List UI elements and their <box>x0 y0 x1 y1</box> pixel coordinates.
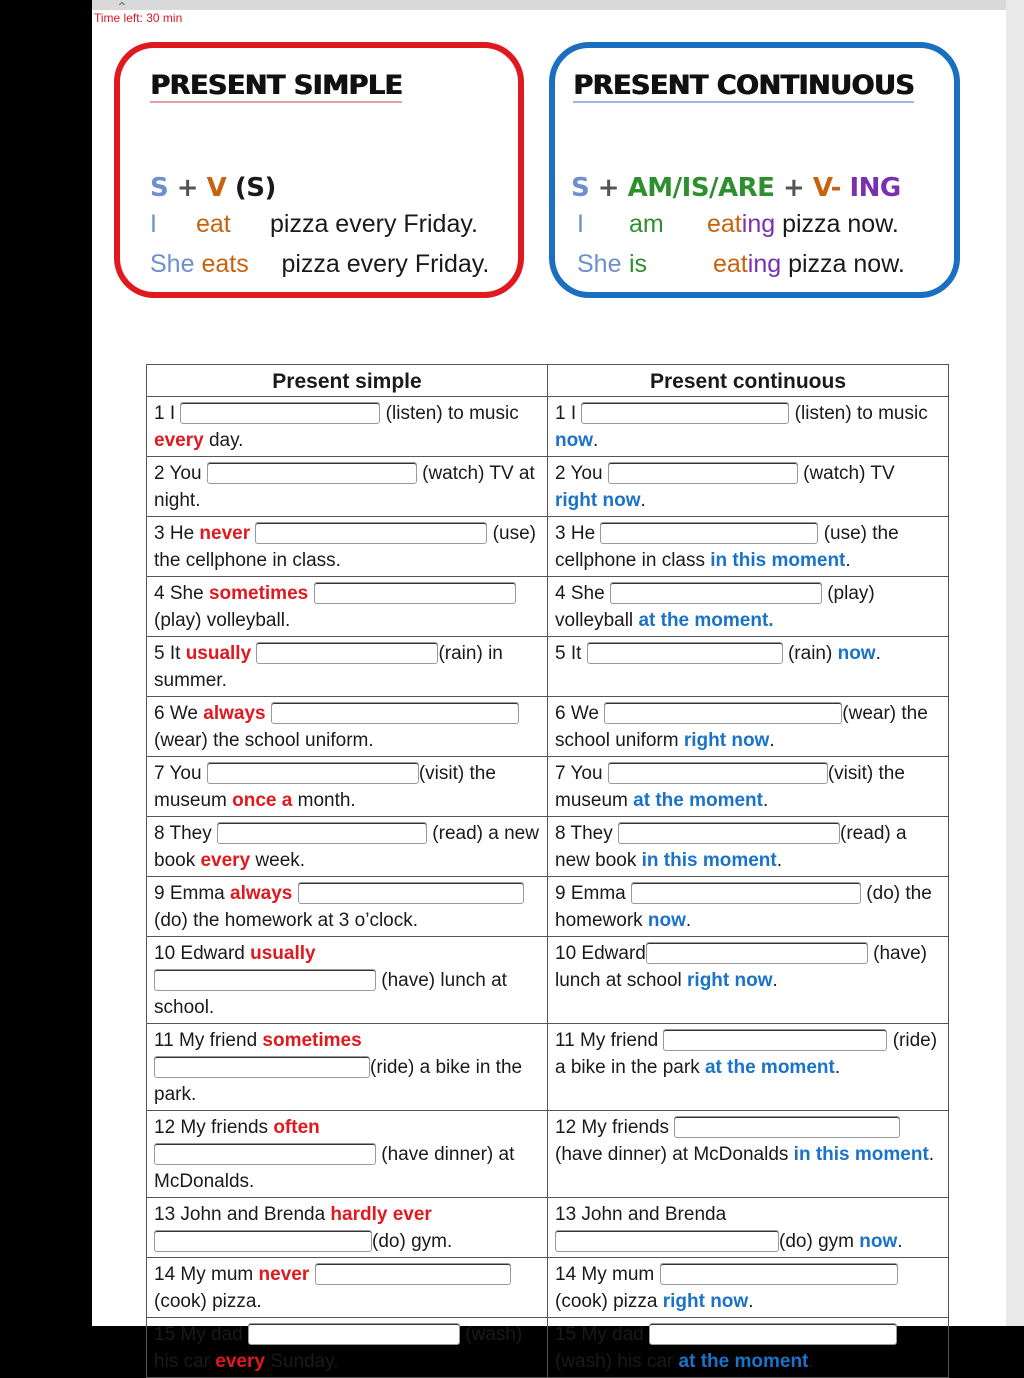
table-row <box>147 577 949 637</box>
answer-input[interactable] <box>271 702 519 724</box>
table-row <box>147 877 949 937</box>
answer-input[interactable] <box>663 1029 887 1051</box>
answer-input[interactable] <box>608 762 828 784</box>
top-scrollbar[interactable] <box>92 0 1006 10</box>
header-present-simple: Present simple <box>147 365 548 397</box>
simple-cell: 14 My mum never (cook) pizza. <box>147 1258 548 1318</box>
formula-verb: V <box>206 173 227 203</box>
simple-cell: 15 My dad (wash) his car every Sunday. <box>147 1318 548 1378</box>
table-row <box>147 757 949 817</box>
answer-input[interactable] <box>604 702 842 724</box>
formula-plus: + <box>176 173 199 203</box>
table-row <box>147 697 949 757</box>
present-simple-formula <box>150 173 276 203</box>
continuous-cell: 12 My friends (have dinner) at McDonalds in this moment. <box>548 1111 949 1198</box>
simple-cell: 1 I (listen) to music every day. <box>147 397 548 457</box>
worksheet-page <box>92 0 1006 1372</box>
answer-input[interactable] <box>154 1143 376 1165</box>
table-header-row <box>147 365 949 397</box>
table-row <box>147 637 949 697</box>
simple-cell: 4 She sometimes (play) volleyball. <box>147 577 548 637</box>
simple-cell: 2 You (watch) TV at night. <box>147 457 548 517</box>
answer-input[interactable] <box>207 762 419 784</box>
answer-input[interactable] <box>154 969 376 991</box>
simple-cell: 12 My friends often (have dinner) at McDonalds. <box>147 1111 548 1198</box>
present-simple-box <box>114 42 524 298</box>
continuous-cell: 1 I (listen) to music now. <box>548 397 949 457</box>
answer-input[interactable] <box>631 882 861 904</box>
simple-cell: 9 Emma always (do) the homework at 3 o’clock. <box>147 877 548 937</box>
continuous-cell: 9 Emma (do) the homework now. <box>548 877 949 937</box>
answer-input[interactable] <box>217 822 427 844</box>
answer-input[interactable] <box>660 1263 898 1285</box>
continuous-cell: 5 It (rain) now. <box>548 637 949 697</box>
continuous-cell: 14 My mum (cook) pizza right now. <box>548 1258 949 1318</box>
formula-s-ending: (S) <box>234 173 276 203</box>
simple-cell: 3 He never (use) the cellphone in class. <box>147 517 548 577</box>
present-continuous-formula: S + AM/IS/ARE + V- ING <box>571 173 901 203</box>
continuous-cell: 7 You (visit) the museum at the moment. <box>548 757 949 817</box>
continuous-cell: 15 My dad (wash) his car at the moment. <box>548 1318 949 1378</box>
answer-input[interactable] <box>315 1263 511 1285</box>
continuous-cell: 11 My friend (ride) a bike in the park at the moment. <box>548 1024 949 1111</box>
answer-input[interactable] <box>298 882 524 904</box>
table-row <box>147 817 949 877</box>
exercise-table <box>146 364 949 1378</box>
answer-input[interactable] <box>154 1230 372 1252</box>
table-row <box>147 457 949 517</box>
simple-cell: 5 It usually (rain) in summer. <box>147 637 548 697</box>
simple-cell: 7 You (visit) the museum once a month. <box>147 757 548 817</box>
simple-cell: 11 My friend sometimes (ride) a bike in the park. <box>147 1024 548 1111</box>
answer-input[interactable] <box>314 582 516 604</box>
header-present-continuous: Present continuous <box>548 365 949 397</box>
simple-cell: 13 John and Brenda hardly ever (do) gym. <box>147 1198 548 1258</box>
simple-cell: 10 Edward usually (have) lunch at school. <box>147 937 548 1024</box>
continuous-cell: 10 Edward (have) lunch at school right now. <box>548 937 949 1024</box>
table-row <box>147 1198 949 1258</box>
example-2: She is eating pizza now. <box>577 250 905 278</box>
answer-input[interactable] <box>610 582 822 604</box>
answer-input[interactable] <box>180 402 380 424</box>
continuous-cell: 13 John and Brenda (do) gym now. <box>548 1198 949 1258</box>
table-row <box>147 937 949 1024</box>
answer-input[interactable] <box>674 1116 900 1138</box>
answer-input[interactable] <box>646 942 868 964</box>
answer-input[interactable] <box>207 462 417 484</box>
answer-input[interactable] <box>256 642 438 664</box>
table-row <box>147 1024 949 1111</box>
table-row <box>147 517 949 577</box>
present-simple-title: PRESENT SIMPLE <box>150 70 403 101</box>
answer-input[interactable] <box>608 462 798 484</box>
simple-cell: 8 They (read) a new book every week. <box>147 817 548 877</box>
example-1: I eat pizza every Friday. <box>150 210 478 238</box>
answer-input[interactable] <box>649 1323 897 1345</box>
right-scroll-strip[interactable] <box>1006 0 1024 1326</box>
table-row <box>147 1258 949 1318</box>
answer-input[interactable] <box>581 402 789 424</box>
table-row <box>147 397 949 457</box>
answer-input[interactable] <box>255 522 487 544</box>
formula-subject: S <box>150 173 169 203</box>
continuous-cell: 4 She (play) volleyball at the moment. <box>548 577 949 637</box>
simple-cell: 6 We always (wear) the school uniform. <box>147 697 548 757</box>
continuous-cell: 2 You (watch) TV right now. <box>548 457 949 517</box>
continuous-cell: 8 They (read) a new book in this moment. <box>548 817 949 877</box>
time-left-label: Time left: 30 min <box>94 11 183 25</box>
answer-input[interactable] <box>555 1230 779 1252</box>
answer-input[interactable] <box>154 1056 370 1078</box>
example-1: I am eating pizza now. <box>577 210 899 238</box>
answer-input[interactable] <box>248 1323 460 1345</box>
chevron-up-icon[interactable]: ⌃ <box>116 0 128 15</box>
present-continuous-box <box>549 42 960 298</box>
table-row <box>147 1318 949 1378</box>
example-2: She eats pizza every Friday. <box>150 250 490 278</box>
continuous-cell: 6 We (wear) the school uniform right now. <box>548 697 949 757</box>
table-row <box>147 1111 949 1198</box>
present-continuous-title: PRESENT CONTINUOUS <box>573 70 914 101</box>
answer-input[interactable] <box>600 522 818 544</box>
continuous-cell: 3 He (use) the cellphone in class in this moment. <box>548 517 949 577</box>
answer-input[interactable] <box>587 642 783 664</box>
answer-input[interactable] <box>618 822 840 844</box>
